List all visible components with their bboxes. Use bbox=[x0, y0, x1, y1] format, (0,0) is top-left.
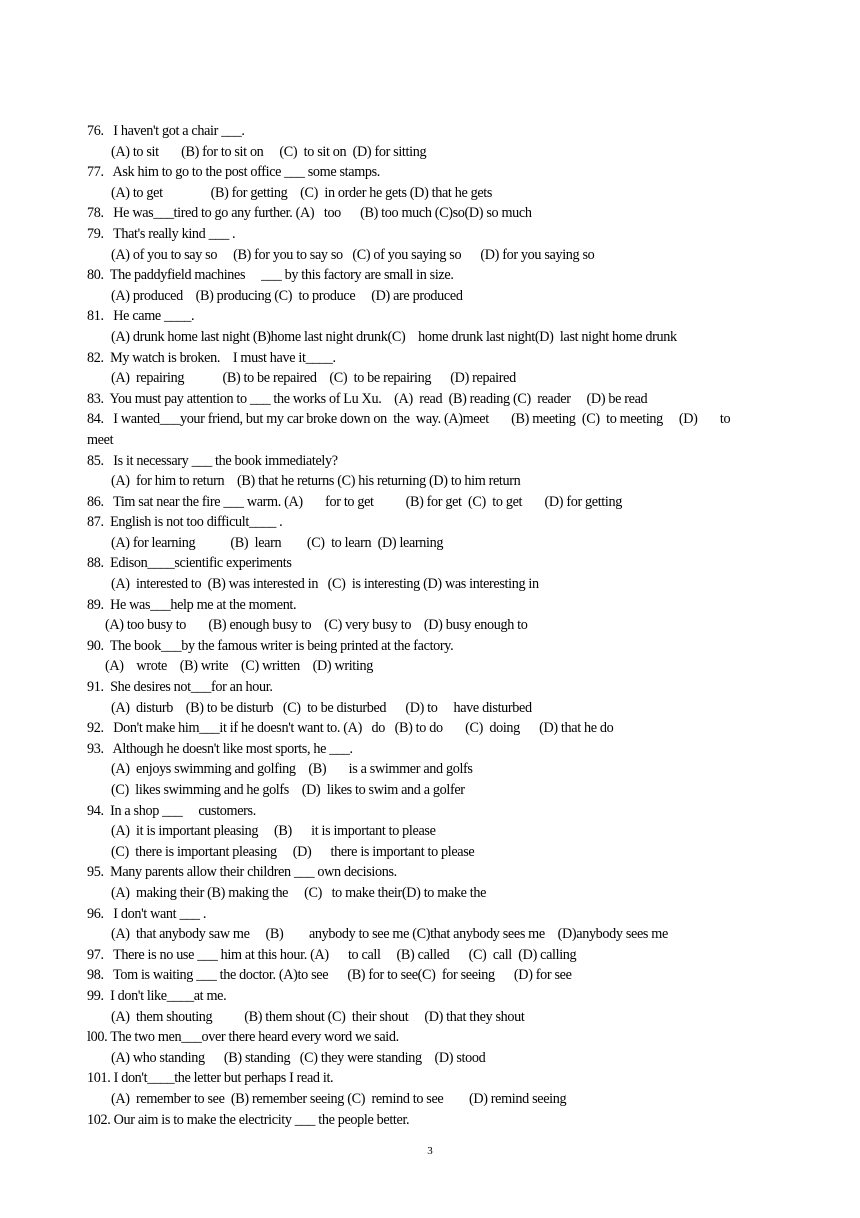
options-line: (A) interested to (B) was interested in (C) is interesting (D) was interesting in bbox=[111, 576, 539, 593]
options-line: (A) too busy to (B) enough busy to (C) very busy to (D) busy enough to bbox=[105, 617, 528, 634]
options-line: (A) wrote (B) write (C) written (D) writing bbox=[105, 658, 373, 675]
options-line: (A) remember to see (B) remember seeing (C) remind to see (D) remind seeing bbox=[111, 1090, 567, 1107]
question-line: 88. Edison____scientific experiments bbox=[87, 555, 292, 572]
options-line: (A) to get (B) for getting (C) in order he gets (D) that he gets bbox=[111, 184, 493, 201]
question-line: 90. The book___by the famous writer is being printed at the factory. bbox=[87, 637, 454, 654]
question-line: 101. I don't____the letter but perhaps I read it. bbox=[87, 1070, 334, 1087]
continuation-line: meet bbox=[87, 431, 114, 448]
options-line: (C) likes swimming and he golfs (D) likes to swim and a golfer bbox=[111, 782, 465, 798]
options-line: (A) disturb (B) to be disturb (C) to be disturbed (D) to have disturbed bbox=[111, 699, 532, 716]
question-line: 93. Although he doesn't like most sports, he ___. bbox=[87, 740, 353, 757]
question-line: 96. I don't want ___ . bbox=[87, 905, 207, 922]
question-line: 87. English is not too difficult____ . bbox=[87, 514, 283, 531]
question-line: 78. He was___tired to go any further. (A) too (B) too much (C)so(D) so much bbox=[87, 205, 532, 222]
question-line: 89. He was___help me at the moment. bbox=[87, 596, 297, 613]
options-line: (C) there is important pleasing (D) there is important to please bbox=[111, 843, 475, 860]
options-line: (A) making their (B) making the (C) to make their(D) to make the bbox=[111, 884, 487, 901]
question-line: 91. She desires not___for an hour. bbox=[87, 679, 273, 696]
question-line: 92. Don't make him___it if he doesn't want to. (A) do (B) to do (C) doing (D) that he do bbox=[87, 720, 614, 737]
question-line: l00. The two men___over there heard every word we said. bbox=[87, 1029, 399, 1046]
options-line: (A) who standing (B) standing (C) they were standing (D) stood bbox=[111, 1049, 486, 1066]
question-line: 97. There is no use ___ him at this hour. (A) to call (B) called (C) call (D) calling bbox=[87, 946, 577, 963]
options-line: (A) for him to return (B) that he returns (C) his returning (D) to him return bbox=[111, 473, 521, 490]
question-line: 98. Tom is waiting ___ the doctor. (A)to see (B) for to see(C) for seeing (D) for see bbox=[87, 967, 572, 984]
question-line: 83. You must pay attention to ___ the works of Lu Xu. (A) read (B) reading (C) reader (D) be read bbox=[87, 390, 648, 407]
question-line: 81. He came ____. bbox=[87, 308, 195, 325]
question-line: 82. My watch is broken. I must have it____. bbox=[87, 349, 336, 366]
options-line: (A) produced (B) producing (C) to produce (D) are produced bbox=[111, 287, 463, 304]
page-number: 3 bbox=[427, 1145, 433, 1157]
question-list bbox=[0, 121, 860, 1130]
options-line: (A) enjoys swimming and golfing (B) is a swimmer and golfs bbox=[111, 761, 473, 778]
question-line: 102. Our aim is to make the electricity ___ the people better. bbox=[87, 1111, 410, 1128]
question-line: 84. I wanted___your friend, but my car broke down on the way. (A)meet (B) meeting (C) to meeting (D) to bbox=[87, 411, 731, 428]
question-line: 80. The paddyfield machines ___ by this factory are small in size. bbox=[87, 267, 454, 284]
question-line: 77. Ask him to go to the post office ___ some stamps. bbox=[87, 164, 380, 181]
options-line: (A) that anybody saw me (B) anybody to see me (C)that anybody sees me (D)anybody sees me bbox=[111, 926, 668, 943]
question-line: 86. Tim sat near the fire ___ warm. (A) for to get (B) for get (C) to get (D) for getting bbox=[87, 493, 622, 510]
options-line: (A) of you to say so (B) for you to say so (C) of you saying so (D) for you saying so bbox=[111, 246, 595, 263]
options-line: (A) to sit (B) for to sit on (C) to sit on (D) for sitting bbox=[111, 143, 427, 160]
question-line: 76. I haven't got a chair ___. bbox=[87, 123, 245, 139]
options-line: (A) them shouting (B) them shout (C) their shout (D) that they shout bbox=[111, 1008, 525, 1025]
question-line: 79. That's really kind ___ . bbox=[87, 225, 236, 242]
question-line: 85. Is it necessary ___ the book immediately? bbox=[87, 452, 338, 469]
question-line: 94. In a shop ___ customers. bbox=[87, 802, 256, 819]
options-line: (A) it is important pleasing (B) it is important to please bbox=[111, 823, 436, 840]
options-line: (A) drunk home last night (B)home last night drunk(C) home drunk last night(D) last night home drunk bbox=[111, 328, 677, 345]
question-line: 99. I don't like____at me. bbox=[87, 987, 227, 1004]
question-line: 95. Many parents allow their children ___ own decisions. bbox=[87, 864, 397, 881]
options-line: (A) repairing (B) to be repaired (C) to be repairing (D) repaired bbox=[111, 370, 516, 387]
options-line: (A) for learning (B) learn (C) to learn (D) learning bbox=[111, 534, 444, 551]
